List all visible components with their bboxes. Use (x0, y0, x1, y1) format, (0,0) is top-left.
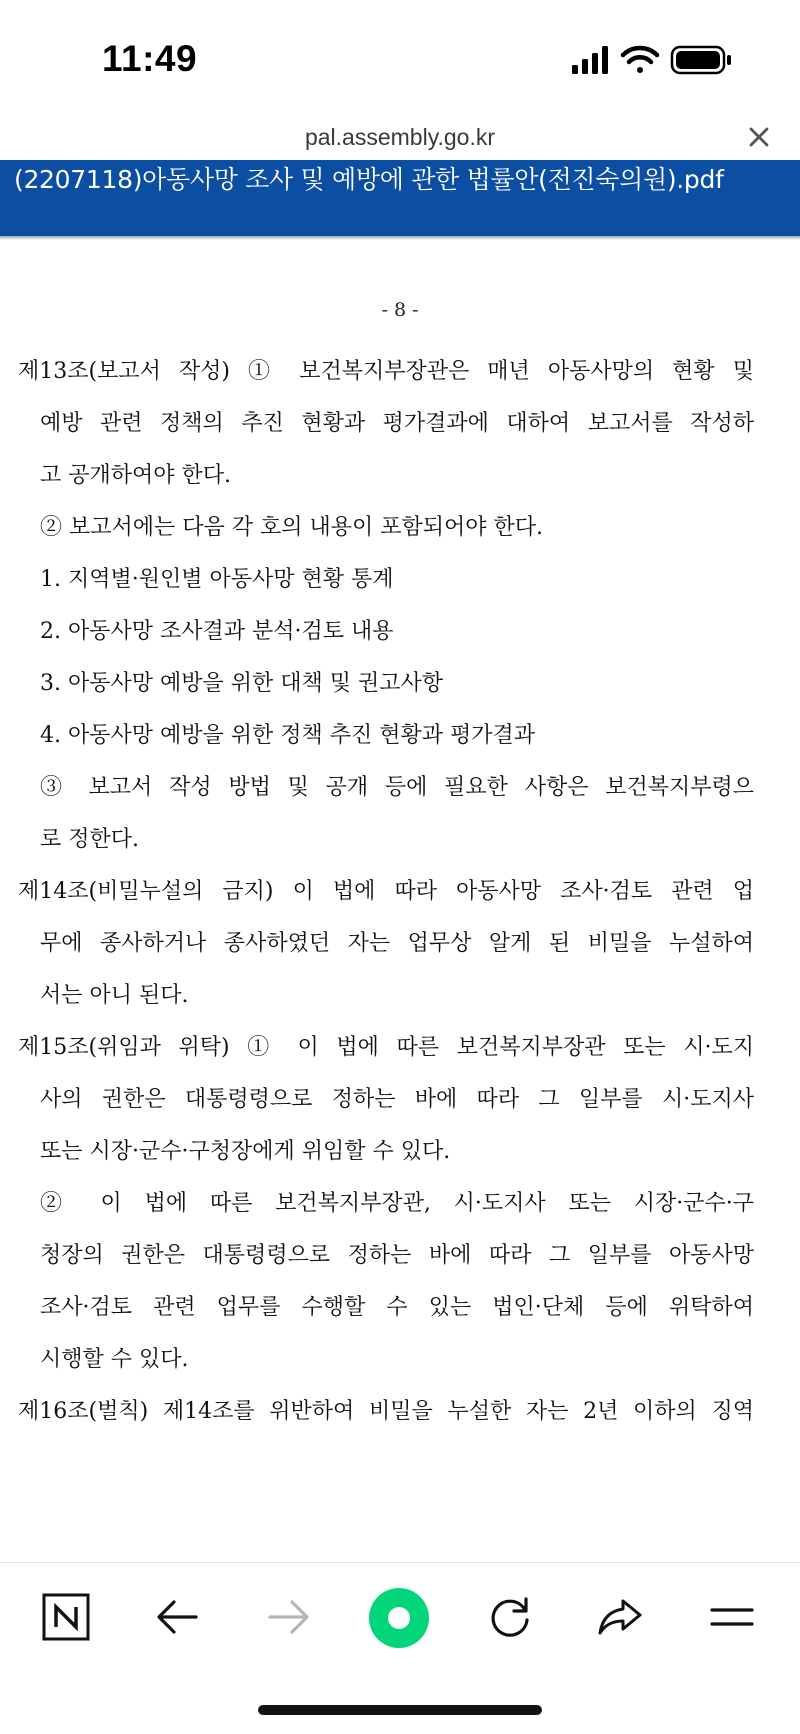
doc-line: 무에 종사하거나 종사하였던 자는 업무상 알게 된 비밀을 누설하여 (40, 931, 754, 956)
battery-icon (672, 47, 731, 73)
doc-line: 시행할 수 있다. (40, 1347, 189, 1372)
cellular-signal-icon (572, 46, 608, 74)
back-arrow-icon (152, 1591, 204, 1643)
close-button[interactable] (746, 124, 772, 150)
page-number: - 8 - (381, 299, 419, 321)
green-dot-icon (368, 1587, 430, 1649)
naver-icon (40, 1591, 92, 1643)
forward-button[interactable] (262, 1591, 314, 1643)
doc-line: 청장의 권한은 대통령령으로 정하는 바에 따라 그 일부를 아동사망 (40, 1243, 754, 1268)
doc-line: 3. 아동사망 예방을 위한 대책 및 권고사항 (40, 671, 443, 696)
menu-button[interactable] (706, 1591, 758, 1643)
doc-line: 2. 아동사망 조사결과 분석·검토 내용 (40, 619, 394, 644)
status-time: 11:49 (102, 38, 198, 79)
close-icon (746, 124, 772, 150)
status-icons (568, 44, 738, 76)
doc-line: ② 이 법에 따른 보건복지부장관, 시·도지사 또는 시장·군수·구 (40, 1191, 754, 1216)
doc-line: 고 공개하여야 한다. (40, 463, 231, 488)
status-bar (0, 0, 800, 118)
url-text[interactable]: pal.assembly.go.kr (304, 124, 496, 150)
doc-line: 예방 관련 정책의 추진 현황과 평가결과에 대하여 보고서를 작성하 (40, 411, 754, 436)
share-button[interactable] (594, 1591, 646, 1643)
doc-line: 제16조(벌칙) 제14조를 위반하여 비밀을 누설한 자는 2년 이하의 징역 (18, 1399, 754, 1424)
doc-line: 4. 아동사망 예방을 위한 정책 추진 현황과 평가결과 (40, 723, 535, 748)
document-title: (2207118)아동사망 조사 및 예방에 관한 법률안(전진숙의원).pdf (14, 165, 724, 194)
wifi-icon (623, 48, 657, 73)
green-dot-button[interactable] (368, 1587, 430, 1649)
doc-line: 제15조(위임과 위탁) ① 이 법에 따른 보건복지부장관 또는 시·도지 (18, 1035, 754, 1060)
document-page (0, 240, 800, 1560)
doc-line: 서는 아니 된다. (40, 983, 189, 1008)
doc-line: 사의 권한은 대통령령으로 정하는 바에 따라 그 일부를 시·도지사 (40, 1087, 754, 1112)
doc-line: ② 보고서에는 다음 각 호의 내용이 포함되어야 한다. (40, 515, 543, 540)
menu-icon (706, 1591, 758, 1643)
doc-line: 1. 지역별·원인별 아동사망 현황 통계 (40, 567, 394, 592)
document-title-bar (0, 160, 800, 236)
forward-arrow-icon (262, 1591, 314, 1643)
bottom-toolbar (0, 1562, 800, 1663)
doc-line: 제14조(비밀누설의 금지) 이 법에 따라 아동사망 조사·검토 관련 업 (18, 879, 754, 904)
share-icon (594, 1591, 646, 1643)
doc-line: ③ 보고서 작성 방법 및 공개 등에 필요한 사항은 보건복지부령으 (40, 775, 754, 800)
home-indicator[interactable] (258, 1705, 542, 1715)
doc-line: 또는 시장·군수·구청장에게 위임할 수 있다. (40, 1139, 451, 1164)
reload-button[interactable] (484, 1591, 536, 1643)
reload-icon (484, 1591, 536, 1643)
back-button[interactable] (152, 1591, 204, 1643)
doc-line: 로 정한다. (40, 827, 139, 852)
doc-line: 조사·검토 관련 업무를 수행할 수 있는 법인·단체 등에 위탁하여 (40, 1295, 754, 1320)
naver-home-button[interactable] (40, 1591, 92, 1643)
doc-line: 제13조(보고서 작성) ① 보건복지부장관은 매년 아동사망의 현황 및 (18, 359, 754, 384)
url-bar (0, 118, 800, 160)
